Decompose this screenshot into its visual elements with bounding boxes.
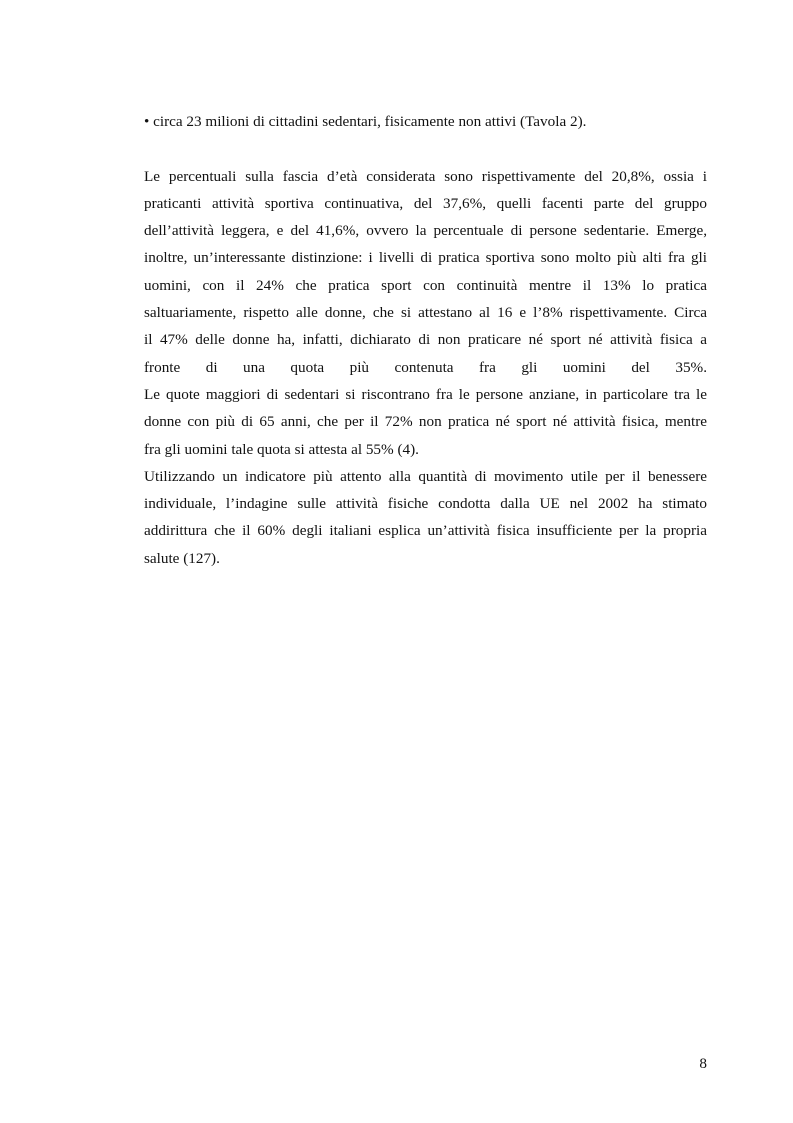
text-line: uomini, con il 24% che pratica sport con continuità mentre il 13% lo pratica bbox=[144, 276, 707, 294]
paragraph-percentages bbox=[144, 163, 707, 381]
page-body bbox=[144, 108, 707, 572]
text-line: saltuariamente, rispetto alle donne, che si attestano al 16 e l’8% rispettivamente. Circa bbox=[144, 304, 707, 322]
text-line: fra gli uomini tale quota si attesta al 55% (4). bbox=[144, 440, 419, 458]
text-line: il 47% delle donne ha, infatti, dichiarato di non praticare né sport né attività fisica a bbox=[144, 331, 707, 349]
text-line: addirittura che il 60% degli italiani esplica un’attività fisica insufficiente per la propria bbox=[144, 522, 707, 540]
text-line: Utilizzando un indicatore più attento alla quantità di movimento utile per il benessere bbox=[144, 467, 707, 485]
paragraph-eu-survey bbox=[144, 463, 707, 572]
text-line: salute (127). bbox=[144, 549, 220, 567]
bullet-item: • circa 23 milioni di cittadini sedentari, fisicamente non attivi (Tavola 2). bbox=[144, 113, 587, 130]
paragraph-elderly bbox=[144, 381, 707, 463]
text-line: praticanti attività sportiva continuativa, del 37,6%, quelli facenti parte del gruppo bbox=[144, 194, 707, 212]
text-line: Le percentuali sulla fascia d’età considerata sono rispettivamente del 20,8%, ossia i bbox=[144, 167, 707, 185]
text-line: donne con più di 65 anni, che per il 72% non pratica né sport né attività fisica, mentre bbox=[144, 413, 707, 431]
text-line: inoltre, un’interessante distinzione: i livelli di pratica sportiva sono molto più alti fra gli bbox=[144, 249, 707, 267]
page-number: 8 bbox=[699, 1055, 707, 1072]
paragraph-spacer bbox=[144, 135, 707, 162]
text-line: dell’attività leggera, e del 41,6%, ovvero la percentuale di persone sedentarie. Emerge, bbox=[144, 222, 707, 240]
text-line: Le quote maggiori di sedentari si riscontrano fra le persone anziane, in particolare tra le bbox=[144, 385, 707, 403]
text-line: fronte di una quota più contenuta fra gli uomini del 35%. bbox=[144, 358, 707, 376]
text-line: individuale, l’indagine sulle attività fisiche condotta dalla UE nel 2002 ha stimato bbox=[144, 495, 707, 513]
